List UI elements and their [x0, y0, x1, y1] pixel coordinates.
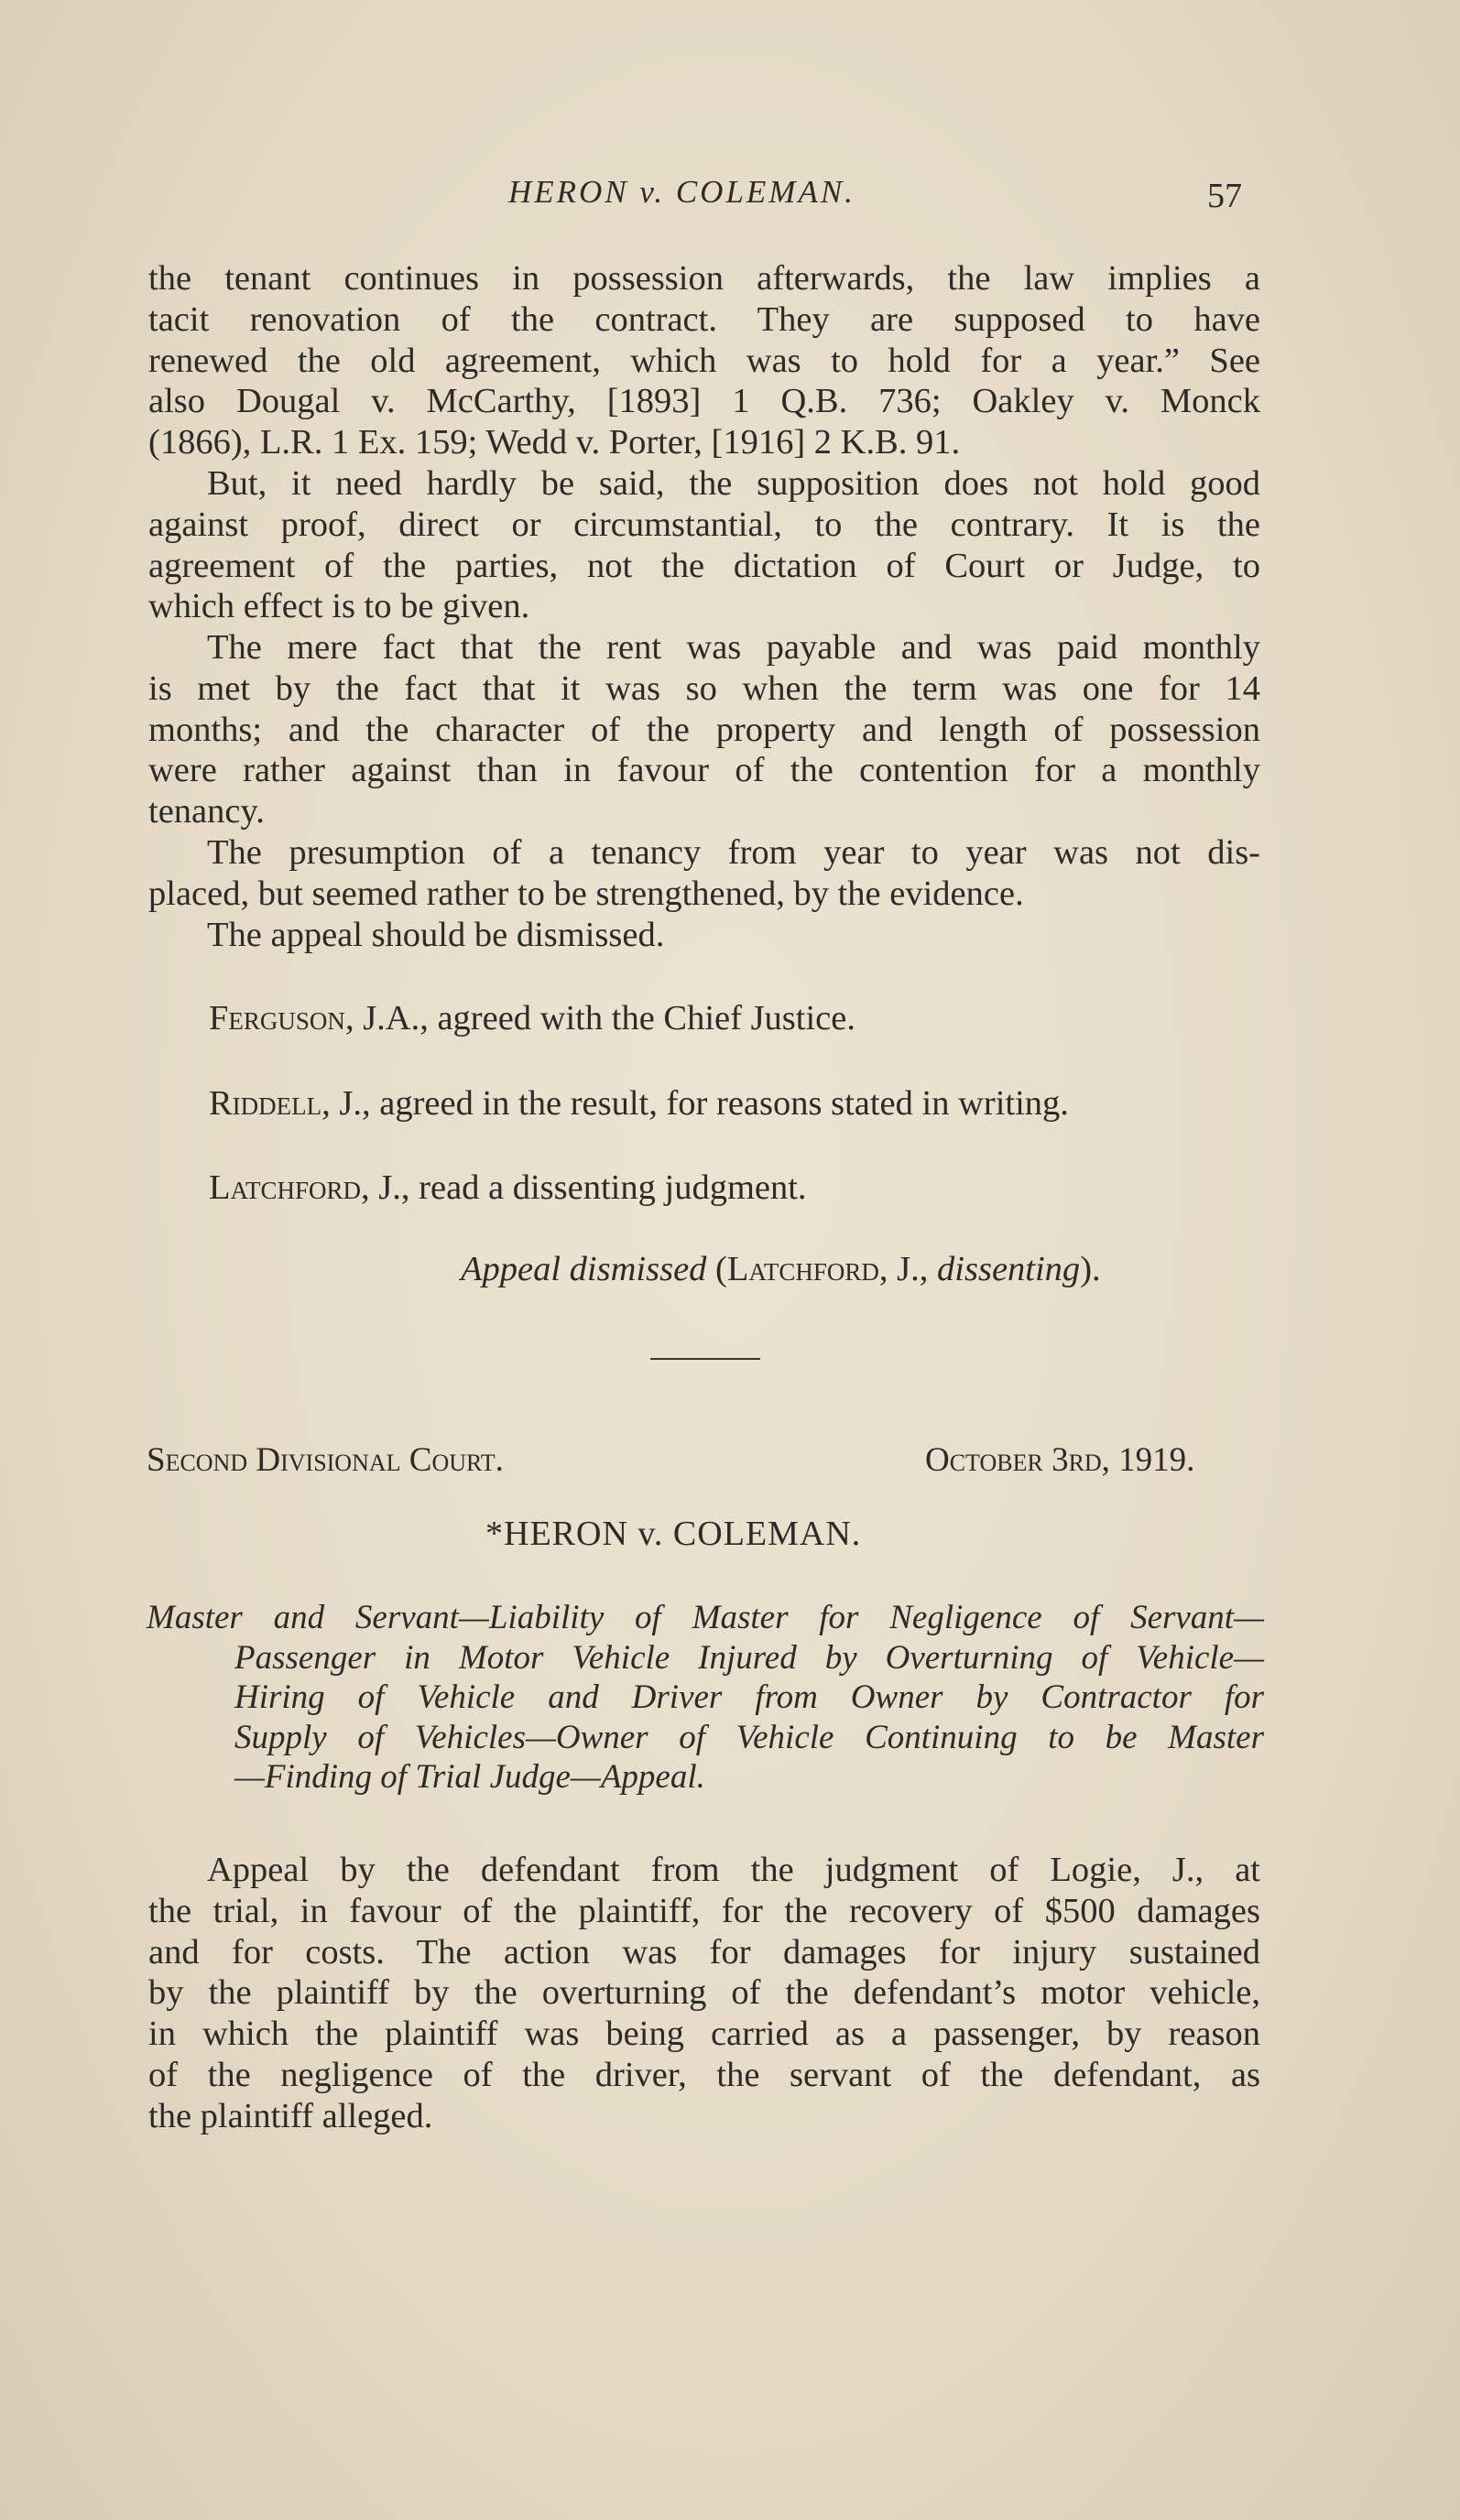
text-line: Appeal by the defendant from the judgment of Logie, J., at: [207, 1851, 1260, 1889]
disposition-open: (: [706, 1250, 727, 1288]
paragraph-continuation: [148, 258, 1260, 463]
text-line: The appeal should be dismissed.: [207, 916, 665, 954]
text-line: tacit renovation of the contract. They are supposed to have: [148, 299, 1260, 339]
headnote: [147, 1598, 1264, 1798]
disposition-mid: , J.,: [878, 1250, 938, 1288]
text-line: tenancy.: [148, 792, 265, 831]
text-line: agreement of the parties, not the dictation of Court or Judge, to: [148, 546, 1260, 585]
text-line: and for costs. The action was for damages for injury sustained: [148, 1932, 1260, 1971]
text-line: months; and the character of the property and length of possession: [148, 710, 1260, 749]
opinion-text: , J.A., agreed with the Chief Justice.: [344, 999, 855, 1037]
paragraph-mere-fact: [148, 627, 1260, 832]
text-line: were rather against than in favour of the contention for a monthly: [148, 751, 1260, 790]
paragraph-supposition: [148, 463, 1260, 627]
text-line: the tenant continues in possession afterwards, the law implies a: [148, 259, 1260, 298]
text-line: against proof, direct or circumstantial, to the contrary. It is the: [148, 505, 1260, 544]
disposition-close: ).: [1080, 1250, 1101, 1288]
paragraph-presumption: [148, 832, 1260, 915]
opinion-text: , J., read a dissenting judgment.: [361, 1168, 807, 1207]
disposition-dissent: dissenting: [937, 1250, 1081, 1288]
text-line: also Dougal v. McCarthy, [1893] 1 Q.B. 736; Oakley v. Monck: [148, 382, 1260, 421]
section-divider: [650, 1358, 760, 1360]
text-line: the plaintiff alleged.: [148, 2096, 433, 2135]
text-line: in which the plaintiff was being carried as a passenger, by reason: [148, 2015, 1260, 2054]
headnote-line: Hiring of Vehicle and Driver from Owner by Contractor for: [234, 1678, 1264, 1716]
judge-name: Latchford: [209, 1168, 362, 1207]
ferguson-opinion: [209, 998, 855, 1039]
text-line: placed, but seemed rather to be strengthened, by the evidence.: [148, 874, 1024, 913]
court-name: Second Divisional Court.: [147, 1441, 504, 1479]
text-line: by the plaintiff by the overturning of the defendant’s motor vehicle,: [148, 1973, 1260, 2013]
disposition-line: [461, 1249, 1101, 1290]
text-line: the trial, in favour of the plaintiff, for the recovery of $500 damages: [148, 1891, 1260, 1930]
headnote-line: Supply of Vehicles—Owner of Vehicle Continuing to be Master: [234, 1718, 1264, 1756]
case-title: *HERON v. COLEMAN.: [485, 1515, 862, 1553]
judge-name: Ferguson: [209, 999, 345, 1037]
text-line: But, it need hardly be said, the supposition does not hold good: [207, 464, 1260, 503]
paragraph-dismissed: [148, 915, 1260, 956]
paragraph-appeal: [148, 1850, 1260, 2137]
text-line: is met by the fact that it was so when the term was one for 14: [148, 668, 1260, 708]
opinion-text: , J., agreed in the result, for reasons stated in writing.: [321, 1084, 1069, 1123]
headnote-line: Master and Servant—Liability of Master for Negligence of Servant—: [147, 1599, 1264, 1636]
page-number: 57: [1207, 177, 1242, 215]
headnote-line: Passenger in Motor Vehicle Injured by Overturning of Vehicle—: [234, 1638, 1264, 1677]
text-line: which effect is to be given.: [148, 587, 530, 626]
text-line: The presumption of a tenancy from year to year was not dis-: [207, 833, 1260, 872]
judge-name: Riddell: [209, 1084, 322, 1123]
text-line: The mere fact that the rent was payable and was paid monthly: [207, 628, 1260, 667]
text-line: of the negligence of the driver, the servant of the defendant, as: [148, 2055, 1260, 2094]
latchford-opinion: [209, 1168, 807, 1209]
disposition-italic: Appeal dismissed: [461, 1250, 707, 1288]
running-header-title: HERON v. COLEMAN.: [508, 174, 855, 210]
case-date: October 3rd, 1919.: [925, 1441, 1195, 1479]
text-line: (1866), L.R. 1 Ex. 159; Wedd v. Porter, [1916] 2 K.B. 91.: [148, 423, 961, 462]
judge-name: Latchford: [726, 1250, 879, 1288]
text-line: renewed the old agreement, which was to hold for a year.” See: [148, 341, 1260, 380]
riddell-opinion: [209, 1083, 1069, 1124]
headnote-line: —Finding of Trial Judge—Appeal.: [234, 1758, 705, 1796]
